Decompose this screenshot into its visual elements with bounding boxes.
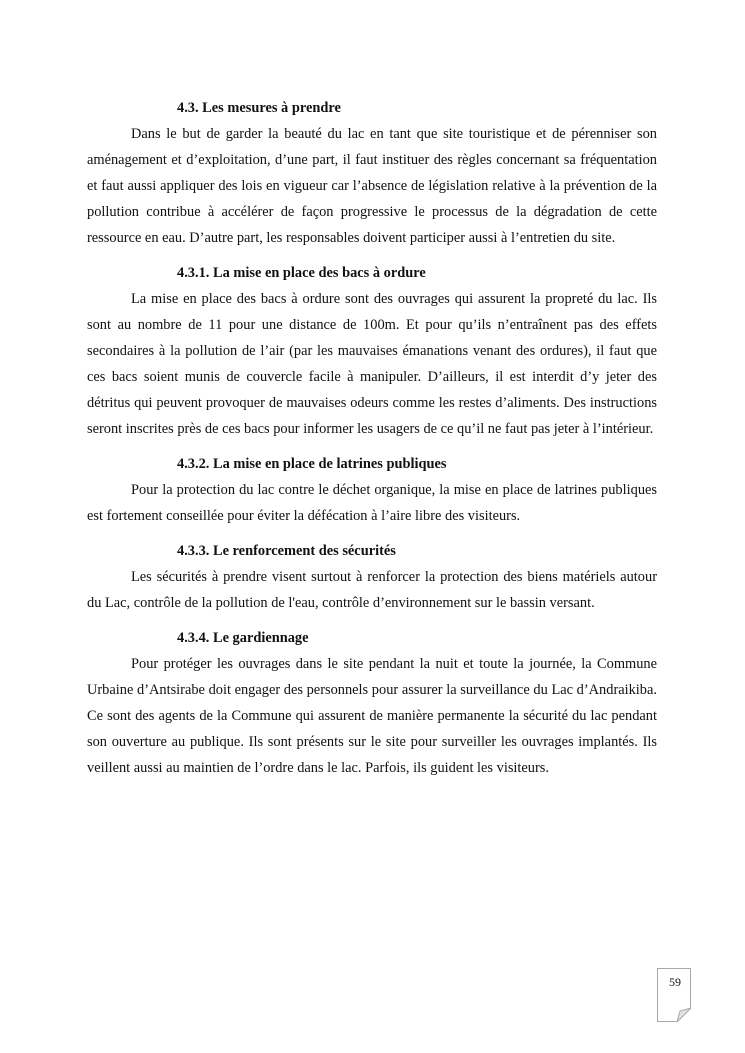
section-paragraph: La mise en place des bacs à ordure sont des ouvrages qui assurent la propreté du lac. Ils sont au nombre de 11 pour une distance de 100m. Et pour qu’ils n’entraînent pas des effets secondaires à la pollution de l’air (par les mauvaises émanations venant des ordures), il faut que ces bacs soient munis de couvercle facile à manipuler. D’ailleurs, il est interdit d’y jeter des détritus qui peuvent provoquer de mauvaises odeurs comme les restes d’aliments. Des instructions seront inscrites près de ces bacs pour informer les usagers de ce qu’il ne faut pas jeter à l’intérieur. bbox=[87, 291, 657, 437]
section-4-3 bbox=[87, 96, 657, 251]
section-paragraph: Dans le but de garder la beauté du lac en tant que site touristique et de pérenniser son aménagement et d’exploitation, d’une part, il faut instituer des règles concernant sa fréquentation et faut aussi appliquer des lois en vigueur car l’absence de législation relative à la prévention de la pollution contribue à accélérer de façon progressive le processus de la dégradation de cette ressource en eau. D’autre part, les responsables doivent participer aussi à l’entretien du site. bbox=[87, 126, 657, 246]
page-curl-icon bbox=[677, 1008, 691, 1022]
section-4-3-3 bbox=[87, 539, 657, 616]
section-paragraph: Les sécurités à prendre visent surtout à renforcer la protection des biens matériels autour du Lac, contrôle de la pollution de l'eau, contrôle d’environnement sur le bassin versant. bbox=[87, 569, 657, 611]
section-4-3-1 bbox=[87, 261, 657, 442]
section-4-3-4 bbox=[87, 626, 657, 781]
section-heading: 4.3.3. Le renforcement des sécurités bbox=[177, 543, 396, 559]
section-heading: 4.3. Les mesures à prendre bbox=[177, 100, 341, 116]
section-heading: 4.3.2. La mise en place de latrines publiques bbox=[177, 456, 447, 472]
document-body bbox=[87, 96, 657, 791]
section-paragraph: Pour protéger les ouvrages dans le site pendant la nuit et toute la journée, la Commune Urbaine d’Antsirabe doit engager des personnels pour assurer la surveillance du Lac d’Andraikiba. Ce sont des agents de la Commune qui assurent de manière permanente la sécurité du lac pendant son ouverture au publique. Ils sont présents sur le site pour surveiller les ouvrages implantés. Ils veillent aussi au maintien de l’ordre dans le lac. Parfois, ils guident les visiteurs. bbox=[87, 656, 657, 776]
page-number: 59 bbox=[669, 975, 681, 989]
section-4-3-2 bbox=[87, 452, 657, 529]
section-heading: 4.3.1. La mise en place des bacs à ordure bbox=[177, 265, 426, 281]
section-heading: 4.3.4. Le gardiennage bbox=[177, 630, 309, 646]
page-number-box bbox=[657, 968, 691, 1022]
section-paragraph: Pour la protection du lac contre le déchet organique, la mise en place de latrines publiques est fortement conseillée pour éviter la défécation à l’aire libre des visiteurs. bbox=[87, 482, 657, 524]
